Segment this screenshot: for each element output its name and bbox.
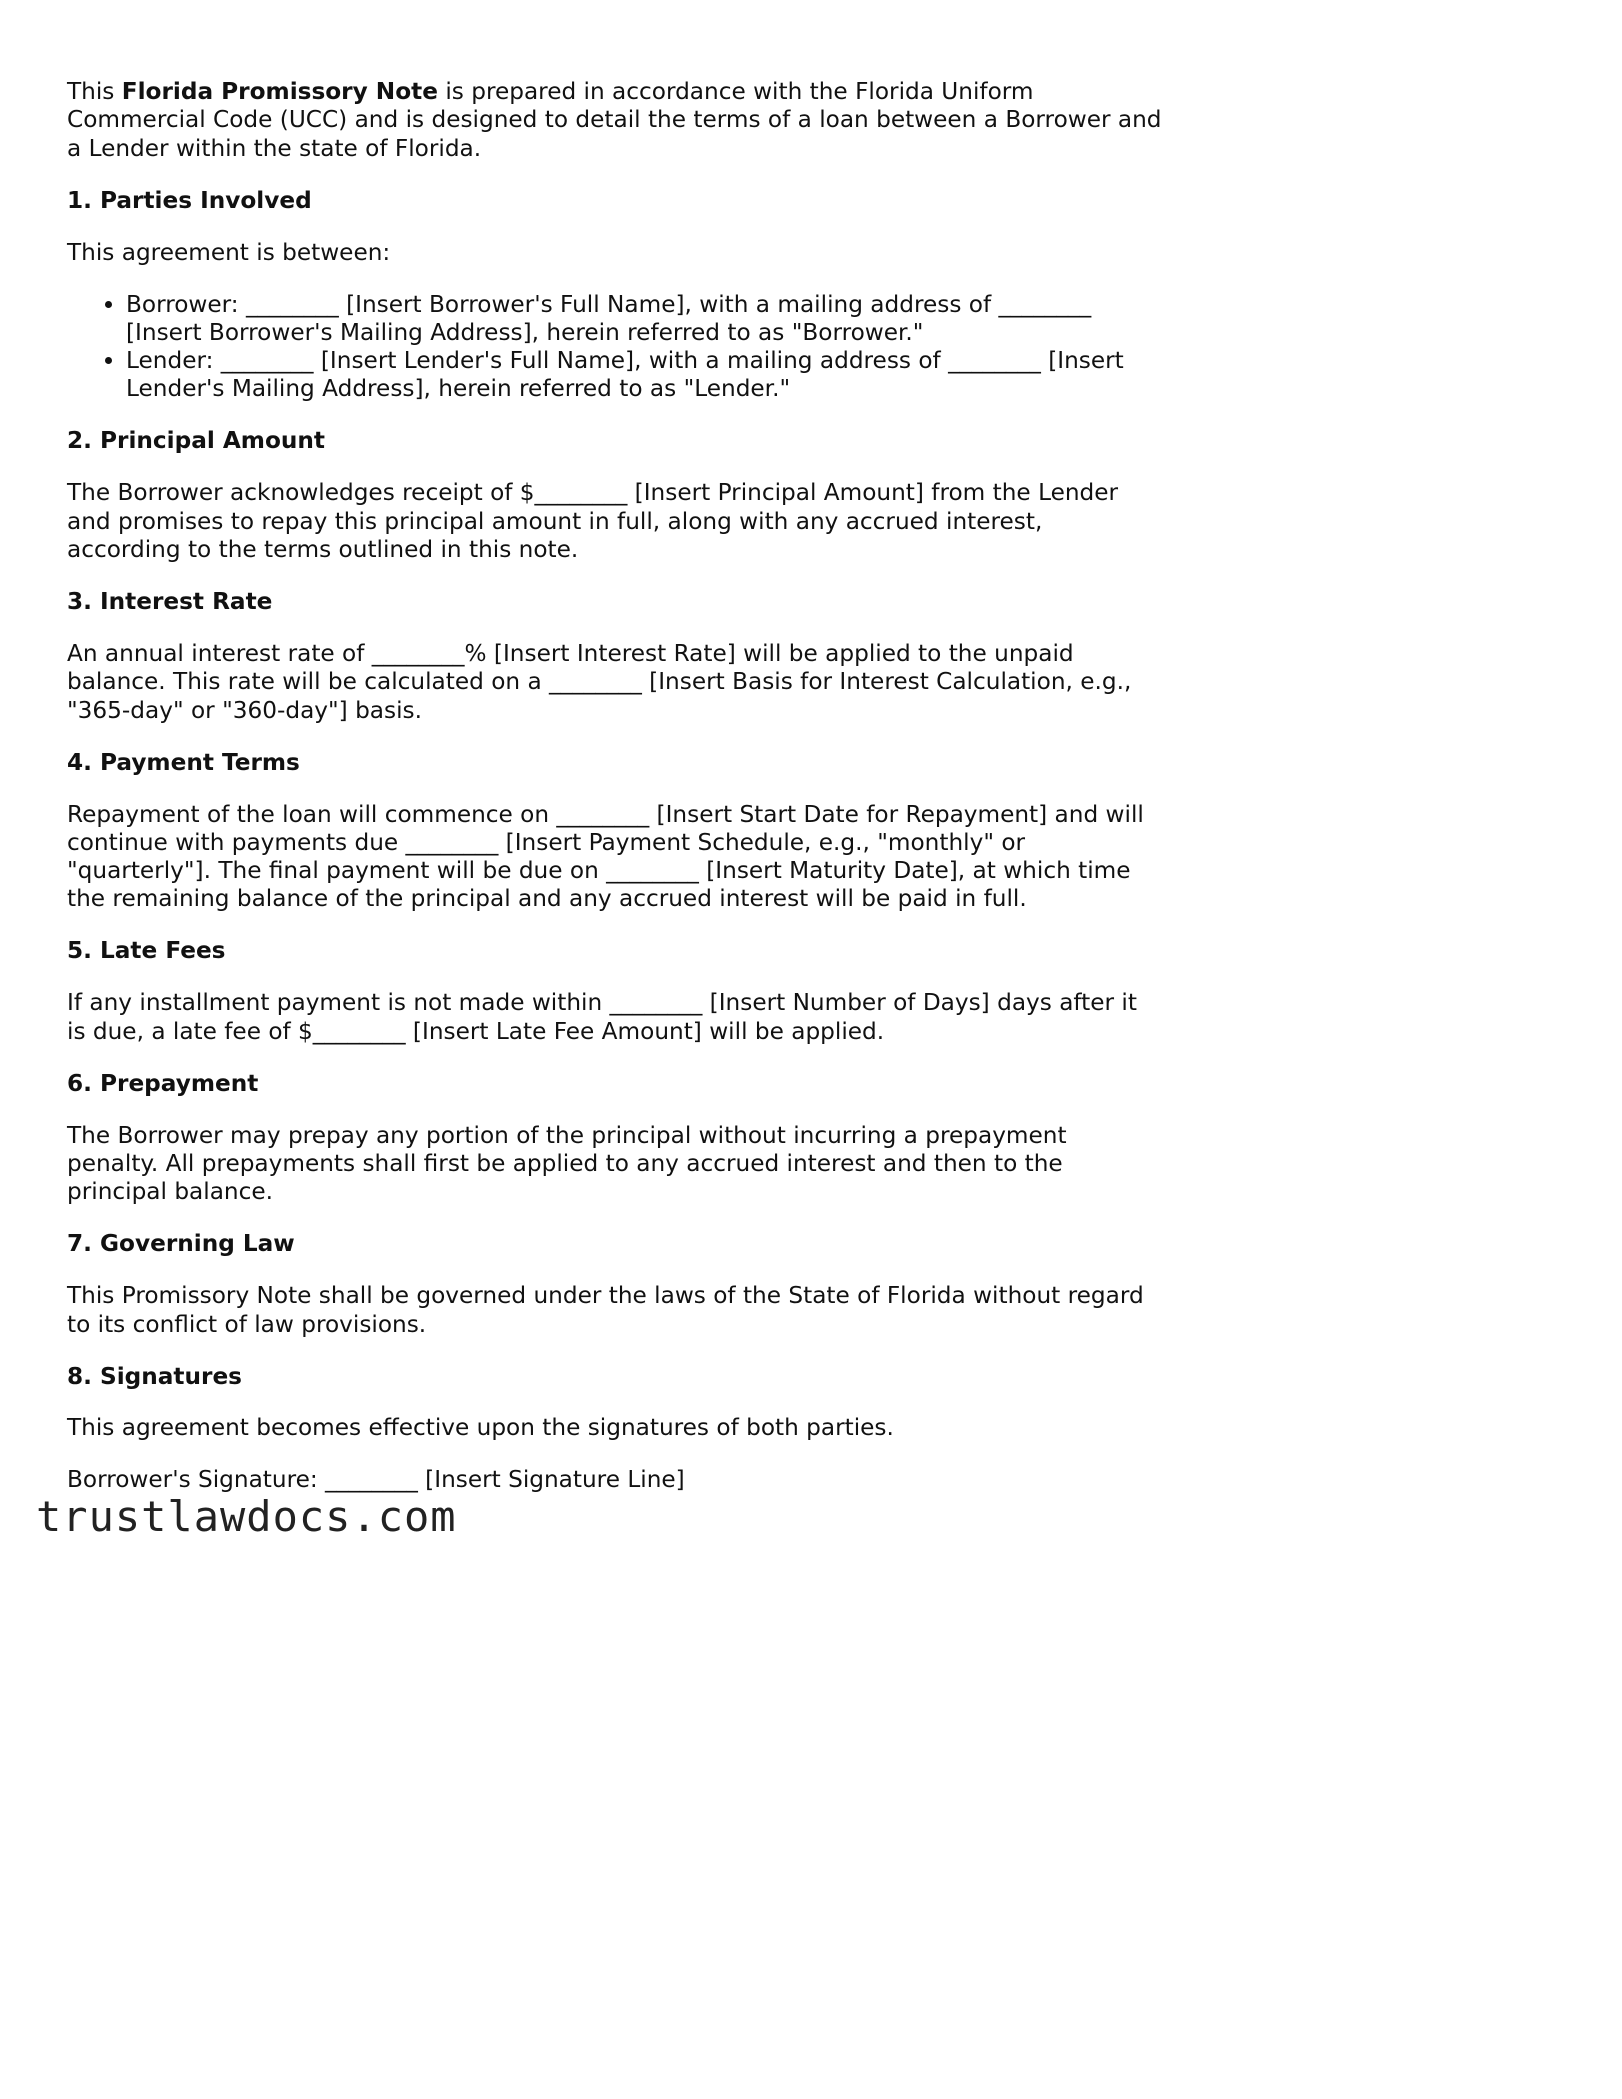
watermark-text: trustlawdocs.com [36,1492,457,1541]
parties-list [67,291,1162,404]
interest-text: An annual interest rate of ________% [Insert Interest Rate] will be applied to the unpaid balance. This rate will be calculated on a ________ [Insert Basis for Interest Calculation, e.g., "365-day" or "360-day"] basis. [67,639,1132,724]
section-heading-interest: 3. Interest Rate [67,587,273,615]
document-title: Florida Promissory Note [121,78,438,105]
party-borrower: • Borrower: ________ [Insert Borrower's Full Name], with a mailing address of ________ [Insert Borrower's Mailing Address], herein referred to as "Borrower." [126,291,1162,348]
section-heading-governing-law: 7. Governing Law [67,1230,295,1258]
section-heading-prepayment: 6. Prepayment [67,1069,259,1097]
governing-law-text: This Promissory Note shall be governed under the laws of the State of Florida without regard to its conflict of law provisions. [67,1282,1144,1338]
intro-post: is prepared in accordance with the Florida Uniform Commercial Code (UCC) and is designed to detail the terms of a loan between a Borrower and a Lender within the state of Florida. [67,78,1162,162]
parties-text: This agreement is between: [67,238,391,266]
section-heading-parties: 1. Parties Involved [67,186,312,214]
document-body [67,78,1162,1518]
signatures-text: This agreement becomes effective upon the signatures of both parties. [67,1414,894,1442]
late-fees-text: If any installment payment is not made within ________ [Insert Number of Days] days after it is due, a late fee of $________ [Insert Late Fee Amount] will be applied. [67,989,1137,1045]
principal-text: The Borrower acknowledges receipt of $________ [Insert Principal Amount] from the Lender and promises to repay this principal amount in full, along with any accrued interest, according to the terms outlined in this note. [67,479,1119,563]
intro-pre: This [67,78,122,105]
section-heading-principal: 2. Principal Amount [67,427,325,455]
intro-paragraph [67,78,1162,163]
party-lender: • Lender: ________ [Insert Lender's Full Name], with a mailing address of ________ [Insert Lender's Mailing Address], herein referred to as "Lender." [126,347,1162,404]
section-heading-signatures: 8. Signatures [67,1362,242,1390]
section-heading-payment: 4. Payment Terms [67,748,300,776]
prepayment-text: The Borrower may prepay any portion of the principal without incurring a prepayment penalty. All prepayments shall first be applied to any accrued interest and then to the principal balance. [67,1121,1067,1206]
payment-text: Repayment of the loan will commence on ________ [Insert Start Date for Repayment] and will continue with payments due ________ [Insert Payment Schedule, e.g., "monthly" or "quarterly"]. The final payment will be due on ________ [Insert Maturity Date], at which time the remaining balance of the principal and any accrued interest will be paid in full. [67,800,1144,913]
section-heading-late-fees: 5. Late Fees [67,937,226,965]
borrower-signature-line: Borrower's Signature: ________ [Insert Signature Line] [67,1466,685,1494]
